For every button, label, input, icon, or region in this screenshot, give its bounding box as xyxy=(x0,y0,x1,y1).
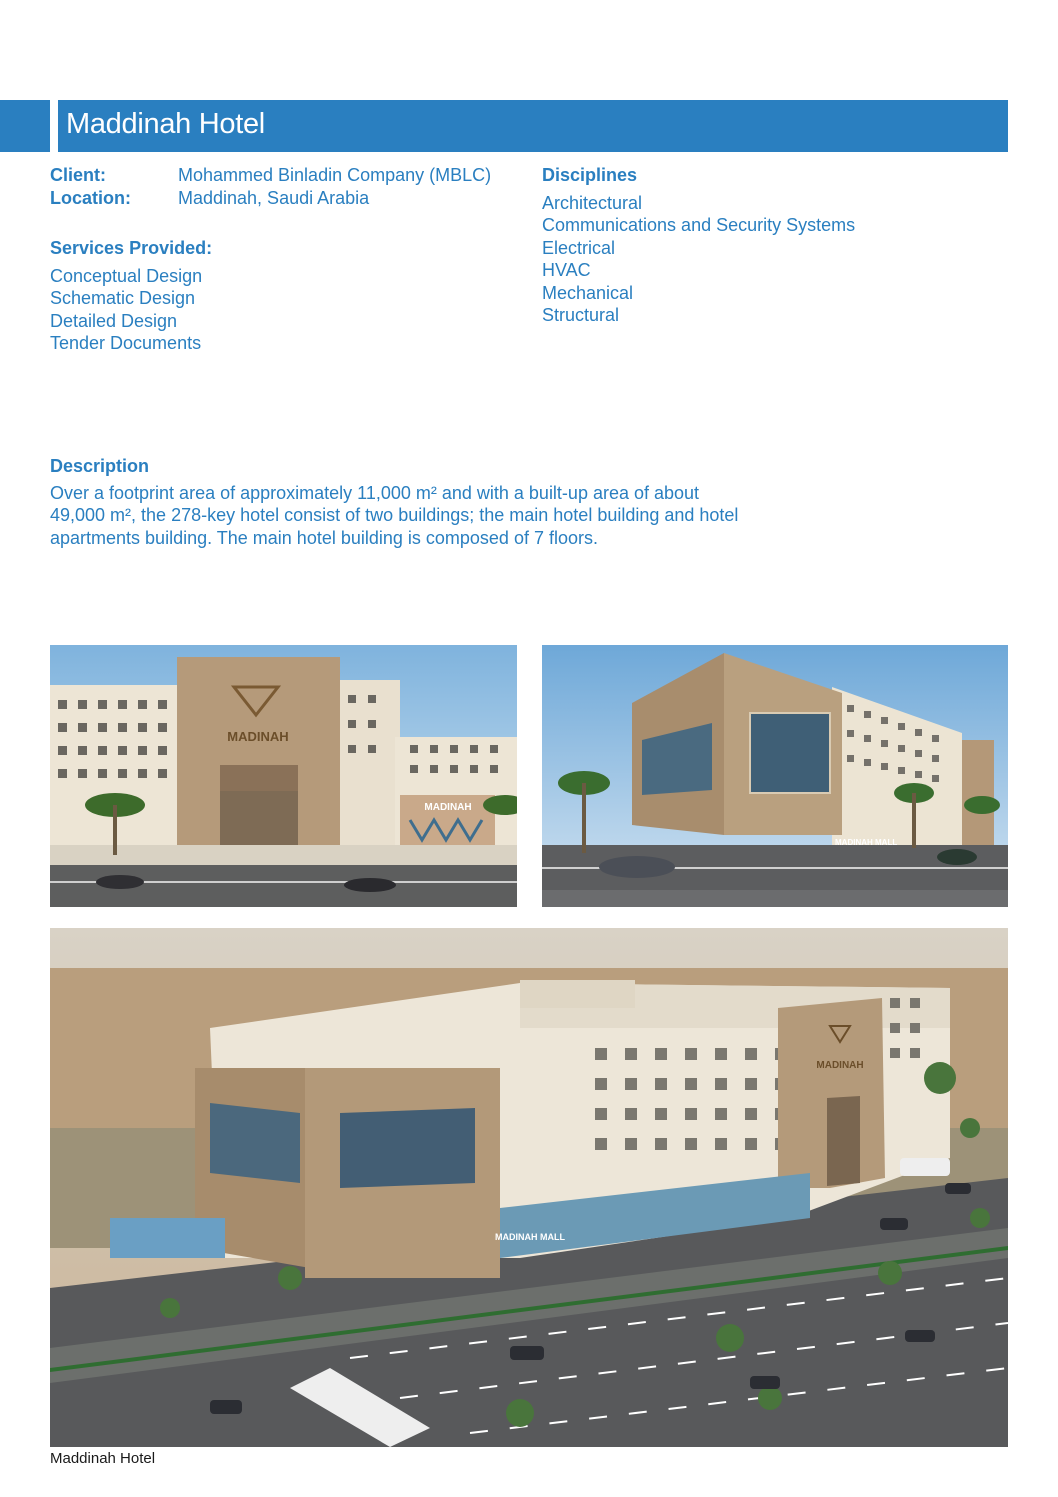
list-item: Mechanical xyxy=(542,282,634,303)
mall-sign-text: MADINAH MALL xyxy=(835,838,898,847)
list-item: Structural xyxy=(542,305,620,326)
description-line: Over a footprint area of approximately 11,000 m² and with a built-up area of about xyxy=(50,483,700,503)
list-item: Communications and Security Systems xyxy=(542,215,856,236)
hotel-corner-photo xyxy=(542,645,1008,907)
list-item: Conceptual Design xyxy=(50,266,203,286)
title-bar xyxy=(58,100,1008,152)
list-item: Electrical xyxy=(542,237,616,258)
disciplines-list xyxy=(542,192,855,326)
list-item: Architectural xyxy=(542,193,643,213)
list-item: Detailed Design xyxy=(50,310,178,331)
description-line: apartments building. The main hotel building is composed of 7 floors. xyxy=(50,527,598,548)
madinah-sign-text: MADINAH xyxy=(227,729,289,744)
description-text xyxy=(50,482,850,549)
madinah-sign-text: MADINAH xyxy=(424,802,472,813)
services-label: Services Provided: xyxy=(50,238,213,258)
image-caption: Maddinah Hotel xyxy=(50,1450,156,1467)
madinah-sign-text: MADINAH xyxy=(816,1060,864,1071)
location-value: Maddinah, Saudi Arabia xyxy=(178,188,370,208)
services-list xyxy=(50,265,202,355)
hotel-front-photo xyxy=(50,645,517,907)
description-label: Description xyxy=(50,456,150,476)
page-title: Maddinah Hotel xyxy=(66,108,265,140)
hotel-aerial-photo xyxy=(50,928,1008,1447)
disciplines-label: Disciplines xyxy=(542,165,638,185)
location-label: Location: xyxy=(50,188,131,208)
list-item: HVAC xyxy=(542,260,591,281)
client-label: Client: xyxy=(50,165,106,185)
list-item: Schematic Design xyxy=(50,288,196,309)
header-accent-block xyxy=(0,100,50,152)
description-line: 49,000 m², the 278-key hotel consist of two buildings; the main hotel building and hotel xyxy=(50,505,739,526)
mall-sign-text: MADINAH MALL xyxy=(495,1232,565,1242)
client-value: Mohammed Binladin Company (MBLC) xyxy=(178,165,492,185)
list-item: Tender Documents xyxy=(50,333,202,354)
